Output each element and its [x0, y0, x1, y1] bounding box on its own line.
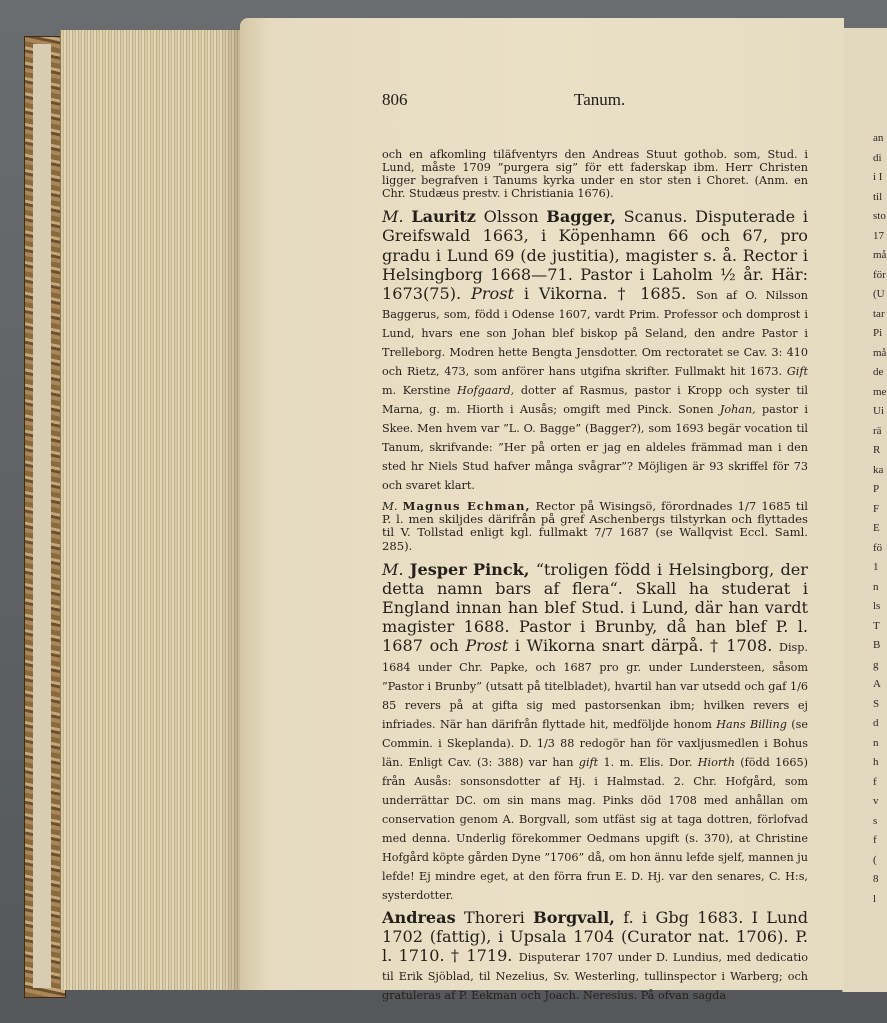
- next-page-fragment: S: [873, 697, 880, 710]
- next-page-fragment: g: [873, 658, 879, 671]
- entry-echman: [382, 500, 808, 553]
- next-page-fragment: f: [873, 834, 877, 846]
- pinck-note-1: Disp. 1684 under Chr. Papke, och 1687 pro gr. under Lundersteen, såsom ”Pastor i Brunby” (utsatt på titelbladet), hvartil han var utsedd och gaf 1/6 85 revers på at gifta sig med pastorsenkan ibm; hvilken revers ej infriades. När han därifrån flyttade hit, medföljde honom: [382, 641, 808, 731]
- borgvall-surname: Borgvall,: [533, 907, 615, 927]
- next-page-fragment: ls: [873, 600, 881, 612]
- pinck-hiorth: Hiorth: [697, 755, 735, 769]
- echman-name: Magnus Echman,: [402, 498, 531, 513]
- next-page-fragment: d: [873, 717, 879, 729]
- pinck-gift: gift: [578, 755, 599, 769]
- bagger-surname: Bagger,: [546, 207, 616, 227]
- page-number: 806: [382, 90, 408, 109]
- page-block-edge: [60, 30, 251, 990]
- page-body: [382, 148, 808, 1003]
- bagger-hofgaard: Hofgaard,: [457, 383, 515, 397]
- borgvall-patronymic: Thoreri: [463, 907, 525, 927]
- next-page-fragment: 1: [873, 561, 879, 573]
- next-page-fragment: må: [873, 346, 887, 359]
- bagger-patronymic: Olsson: [483, 207, 539, 227]
- next-page-fragment: 17: [873, 229, 884, 242]
- bagger-tail1: dotter af Rasmus, pastor i Kropp och syster til Marna, g. m. Hiorth i Ausås; omgift med Pinck. Sonen: [382, 383, 808, 416]
- bagger-tail2: pastor i Skee. Men hvem var ”L. O. Bagge” (Bagger?), som 1693 begär vocation til Tanum, skrifvande: ”Her på orten er jag en aldeles främmad man i den sted hr Niels Stud hafver många svågrar”? Möjligen är 93 skriffel för 73 och svaret klart.: [382, 402, 808, 492]
- pinck-note-2: (se Commin. i Skeplanda). D. 1/3 88 redogör han för vaxljusmedlen i Bohus län. Enligt Cav. (3: 388) var han: [382, 717, 808, 769]
- borgvall-note: Disputerar 1707 under D. Lundius, med dedicatio til Erik Sjöblad, til Nezelius, Sv. Westerling, tullinspector i Warberg; och gratuleras af P. Eekman och Joach. Neresius. På ofvan sagda: [382, 950, 809, 1002]
- next-page-fragment: f: [873, 775, 877, 788]
- bagger-gift-mid: m. Kerstine: [382, 383, 451, 397]
- next-page-fragment: 8: [873, 873, 879, 885]
- next-page-fragment: de: [873, 366, 884, 378]
- bagger-prost: Prost: [471, 283, 514, 303]
- echman-title: M.: [382, 498, 398, 513]
- intro-paragraph: och en afkomling tiläfventyrs den Andreas Stuut gothob. som, Stud. i Lund, måste 1709 ”purgera sig” för ett faderskap ibm. Herr Christen ligger begrafven i Tanums kyrka under en stor sten i Choret. (Anm. en Chr. Studæus prestv. i Christiania 1676).: [382, 148, 808, 201]
- next-page-edge: [842, 28, 887, 992]
- next-page-fragment: l: [873, 892, 877, 905]
- endpaper-strip: [33, 44, 51, 988]
- entry-pinck: [382, 560, 808, 902]
- next-page-fragment: (: [873, 853, 877, 866]
- next-page-fragment: T: [873, 619, 880, 632]
- borgvall-main-text: f. i Gbg 1683. I Lund 1702 (fattig), i Upsala 1704 (Curator nat. 1706). P. l. 1710. † 1719.: [382, 907, 809, 965]
- book-page: [240, 18, 844, 1002]
- next-page-fragment: di: [873, 151, 882, 164]
- pinck-surname: Pinck,: [472, 560, 530, 580]
- next-page-fragment: P: [873, 483, 880, 495]
- next-page-fragment: F: [873, 502, 880, 515]
- running-title: Tanum.: [574, 90, 626, 109]
- bagger-gift: Gift: [786, 364, 808, 378]
- bagger-note: Son af O. Nilsson Baggerus, som, född i Odense 1607, vardt Prim. Professor och domprost i Lund, hvars ene son Johan blef biskop på Seland, den andre Pastor i Trelleborg. Modren hette Bengta Jensdotter. Om rectoratet se Cav. 3: 410 och Rietz, 473, som anförer hans utgifna skrifter. Fullmakt hit 1673.: [382, 288, 808, 378]
- bagger-firstname: Lauritz: [411, 207, 476, 227]
- next-page-fragment: fö: [873, 541, 883, 554]
- next-page-fragment: i I: [873, 171, 883, 183]
- next-page-fragment: må: [873, 249, 887, 261]
- pinck-prost: Prost: [465, 636, 509, 656]
- entry-borgvall: [382, 908, 808, 1003]
- next-page-fragment: A: [873, 678, 881, 690]
- bagger-main-text: Scanus. Disputerade i Greifswald 1663, i Köpenhamn 66 och 67, pro gradu i Lund 69 (de justitia), magister s. å. Rector i Helsingborg 1668—71. Pastor i Laholm ½ år. Här: 1673(75).: [382, 207, 809, 303]
- next-page-fragment: sto: [873, 210, 886, 222]
- pinck-prost-rest: i Wikorna snart därpå. † 1708.: [514, 636, 773, 656]
- next-page-fragment: Pi: [873, 327, 883, 339]
- page-header: [382, 90, 872, 112]
- next-page-fragment: (U: [873, 288, 885, 300]
- next-page-fragment: s: [873, 814, 878, 827]
- next-page-fragment: ka: [873, 463, 884, 476]
- bagger-johan: Johan,: [719, 402, 756, 416]
- next-page-fragment: B: [873, 639, 881, 651]
- pinck-firstname: Jesper: [409, 560, 467, 580]
- next-page-fragment: E: [873, 522, 880, 534]
- next-page-fragment: n: [873, 736, 879, 749]
- next-page-fragment: h: [873, 756, 879, 768]
- bagger-prost-rest: i Vikorna. † 1685.: [523, 283, 687, 303]
- entry-bagger: [382, 207, 808, 492]
- pinck-title: M.: [382, 560, 404, 580]
- next-page-fragment: n: [873, 580, 879, 593]
- next-page-fragment: R: [873, 444, 881, 456]
- next-page-fragment: rä: [873, 424, 882, 437]
- pinck-main-text: “troligen född i Helsingborg, der detta namn bars af flera“. Skall ha studerat i England innan han blef Stud. i Lund, där han vardt magister 1688. Pastor i Brunby, då han blef P. l. 1687 och: [382, 560, 808, 656]
- next-page-fragment: tar: [873, 307, 885, 320]
- echman-text: Rector på Wisingsö, förordnades 1/7 1685 til P. l. men skiljdes därifrån på gref Aschenbergs tilstyrkan och flyttades til V. Tollstad enligt kgl. fullmakt 7/7 1687 (se Wallqvist Eccl. Saml. 285).: [382, 498, 809, 553]
- next-page-fragment: me: [873, 385, 887, 398]
- pinck-note-4: (född 1665) från Ausås: sonsonsdotter af Hj. i Halmstad. 2. Chr. Hofgård, som underrättar DC. om sin mans mag. Pinks död 1708 med anhållan om conservation genom A. Borgvall, som utfäst sig at taga dottren, förlofvad med denna. Underlig förekommer Oedmans upgift (s. 370), at Christine Hofgård köpte gården Dyne ”1706” då, om hon ännu lefde sjelf, mannen ju lefde! Ej mindre eget, at den förra frun E. D. Hj. var den senares, C. H:s, systerdotter.: [382, 755, 809, 902]
- next-page-fragment: för: [873, 268, 886, 281]
- bagger-title: M.: [382, 207, 404, 227]
- next-page-fragment: v: [873, 795, 879, 807]
- borgvall-firstname: Andreas: [382, 907, 456, 927]
- pinck-hans-billing: Hans Billing: [716, 717, 787, 731]
- next-page-fragment: an: [873, 132, 884, 144]
- next-page-fragment: til: [873, 190, 883, 203]
- next-page-fragment: Ui: [873, 405, 884, 417]
- pinck-note-3: 1. m. Elis. Dor.: [603, 755, 693, 769]
